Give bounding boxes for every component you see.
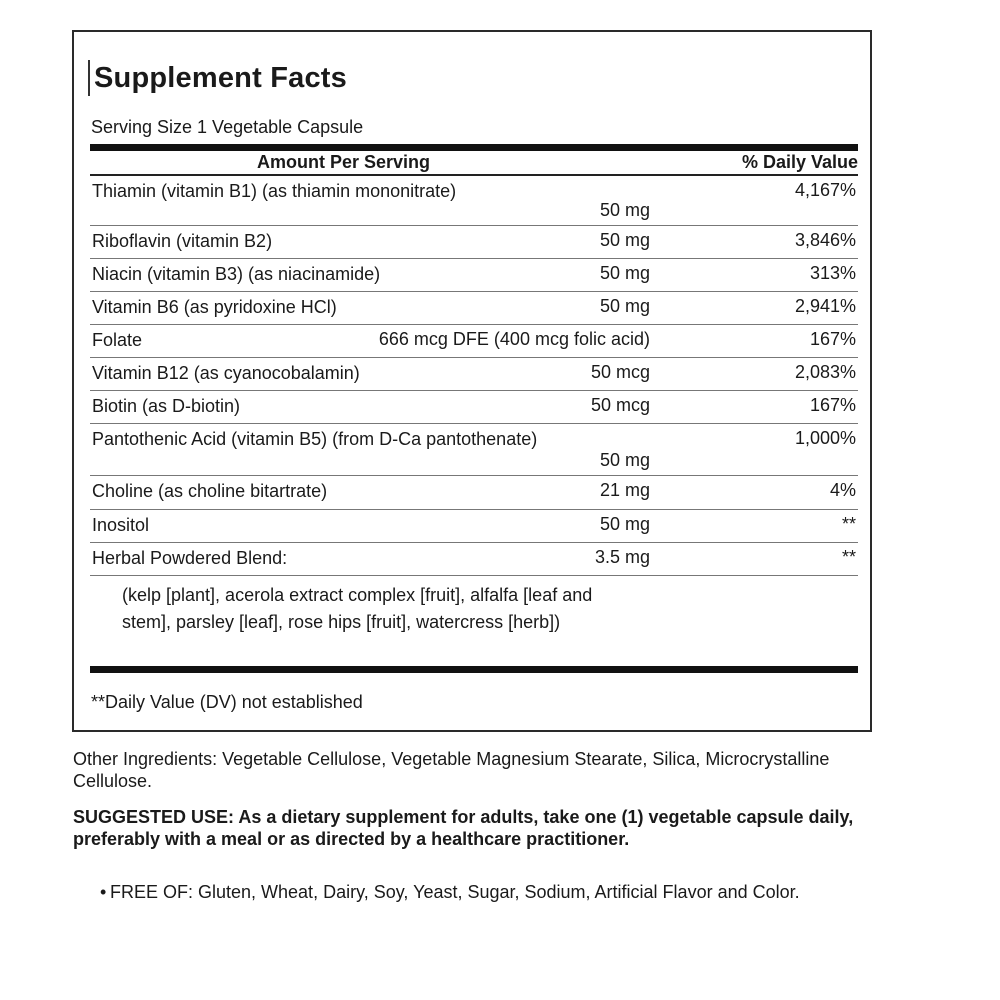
nutrient-row-inositol — [90, 510, 858, 543]
serving-size: Serving Size 1 Vegetable Capsule — [91, 117, 364, 137]
nutrient-amount: 50 mg — [599, 296, 650, 316]
nutrient-name: Herbal Powdered Blend: — [92, 548, 288, 568]
nutrient-amount: 50 mg — [599, 263, 650, 283]
nutrient-dv: 1,000% — [794, 428, 856, 448]
nutrient-dv: 2,941% — [794, 296, 856, 316]
nutrient-amount: 50 mg — [599, 450, 650, 470]
nutrient-amount: 50 mg — [599, 230, 650, 250]
nutrient-row-vitamin-b12 — [90, 358, 858, 391]
nutrient-row-pantothenic-acid — [90, 424, 858, 476]
nutrient-dv: 4% — [829, 480, 856, 500]
nutrient-row-folate — [90, 325, 858, 358]
nutrient-dv: 3,846% — [794, 230, 856, 250]
nutrient-amount: 50 mcg — [590, 395, 650, 415]
nutrient-dv: 4,167% — [794, 180, 856, 200]
nutrient-name: Riboflavin (vitamin B2) — [92, 231, 273, 251]
nutrient-dv: 2,083% — [794, 362, 856, 382]
nutrient-amount: 666 mcg DFE (400 mcg folic acid) — [378, 329, 650, 349]
nutrient-name: Thiamin (vitamin B1) (as thiamin mononitrate) — [92, 181, 457, 201]
nutrient-row-herbal-blend — [90, 543, 858, 576]
nutrient-name: Vitamin B12 (as cyanocobalamin) — [92, 363, 360, 383]
nutrient-row-vitamin-b6 — [90, 292, 858, 325]
nutrient-row-thiamin — [90, 176, 858, 226]
nutrient-name: Choline (as choline bitartrate) — [92, 481, 328, 501]
facts-title: Supplement Facts — [88, 60, 347, 96]
nutrient-amount: 50 mcg — [590, 362, 650, 382]
herbal-blend-ingredients: (kelp [plant], acerola extract complex [fruit], alfalfa [leaf and stem], parsley [leaf], rose hips [fruit], watercress [herb]) — [122, 585, 593, 632]
nutrient-dv: 167% — [809, 329, 856, 349]
nutrient-dv: ** — [841, 547, 856, 567]
nutrient-name: Inositol — [92, 515, 150, 535]
supplement-facts-panel — [72, 30, 872, 732]
nutrient-name: Pantothenic Acid (vitamin B5) (from D-Ca pantothenate) — [92, 429, 538, 449]
daily-value-footnote: **Daily Value (DV) not established — [91, 692, 363, 712]
column-header-row — [90, 150, 858, 174]
nutrient-dv: ** — [841, 514, 856, 534]
nutrient-name: Folate — [92, 330, 143, 350]
header-daily-value: % Daily Value — [741, 152, 858, 172]
nutrient-dv: 167% — [809, 395, 856, 415]
nutrient-name: Biotin (as D-biotin) — [92, 396, 241, 416]
nutrient-row-biotin — [90, 391, 858, 424]
nutrient-row-riboflavin — [90, 226, 858, 259]
free-of-list-item: FREE OF: Gluten, Wheat, Dairy, Soy, Yeast, Sugar, Sodium, Artificial Flavor and Color. — [110, 882, 800, 902]
suggested-use: SUGGESTED USE: As a dietary supplement for adults, take one (1) vegetable capsule daily, preferably with a meal or as directed by a healthcare practitioner. — [73, 807, 854, 849]
nutrient-amount: 3.5 mg — [594, 547, 650, 567]
nutrient-amount: 50 mg — [599, 200, 650, 220]
nutrient-amount: 50 mg — [599, 514, 650, 534]
nutrient-name: Vitamin B6 (as pyridoxine HCl) — [92, 297, 337, 317]
nutrient-row-niacin — [90, 259, 858, 292]
other-ingredients: Other Ingredients: Vegetable Cellulose, Vegetable Magnesium Stearate, Silica, Microcrystalline Cellulose. — [73, 749, 830, 791]
nutrient-row-choline — [90, 476, 858, 510]
thick-divider-bottom — [90, 666, 858, 673]
nutrient-amount: 21 mg — [599, 480, 650, 500]
header-amount-per-serving: Amount Per Serving — [257, 152, 431, 172]
nutrient-dv: 313% — [809, 263, 856, 283]
nutrient-name: Niacin (vitamin B3) (as niacinamide) — [92, 264, 381, 284]
bullet-icon: • — [100, 882, 107, 902]
